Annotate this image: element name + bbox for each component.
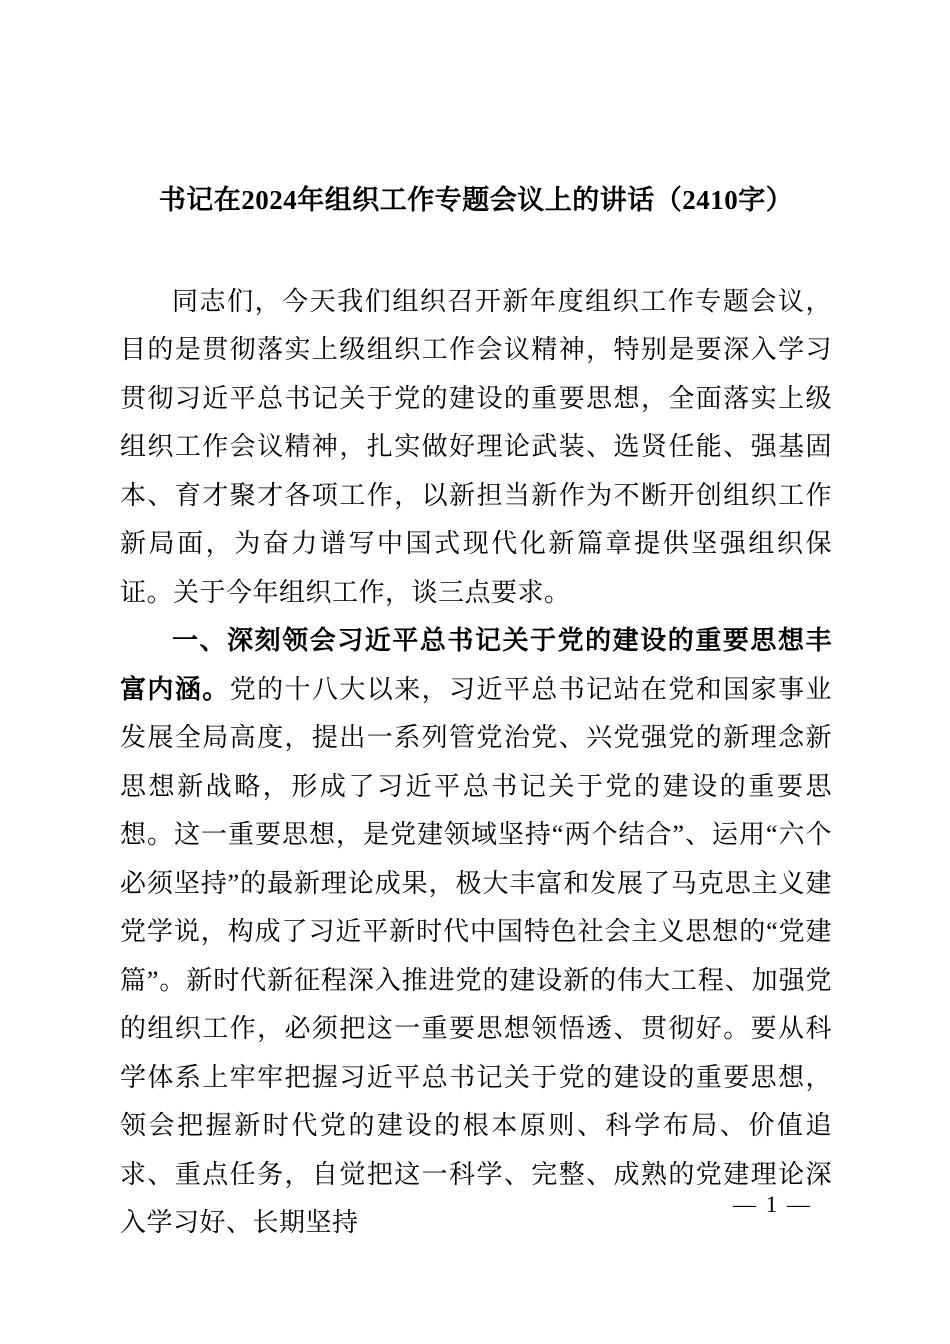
document-content	[120, 182, 832, 1248]
paragraph-text: 党的十八大以来，习近平总书记站在党和国家事业发展全局高度，提出一系列管党治党、兴党强党的新理念新思想新战略，形成了习近平总书记关于党的建设的重要思想。这一重要思想，是党建领域坚持“两个结合”、运用“六个必须坚持”的最新理论成果，极大丰富和发展了马克思主义建党学说，构成了习近平新时代中国特色社会主义思想的“党建篇”。新时代新征程深入推进党的建设新的伟大工程、加强党的组织工作，必须把这一重要思想领悟透、贯彻好。要从科学体系上牢牢把握习近平总书记关于党的建设的重要思想，领会把握新时代党的建设的根本原则、科学布局、价值追求、重点任务，自觉把这一科学、完整、成熟的党建理论深入学习好、长期坚持	[120, 674, 832, 1238]
document-body	[120, 278, 832, 1248]
paragraph-lead: 一、深刻领会习近平总书记关于党的建设的重要思想丰富内涵。	[120, 626, 832, 704]
body-paragraph	[120, 617, 832, 1248]
body-paragraph	[120, 278, 832, 618]
paragraph-text: 同志们，今天我们组织召开新年度组织工作专题会议，目的是贯彻落实上级组织工作会议精神，特别是要深入学习贯彻习近平总书记关于党的建设的重要思想，全面落实上级组织工作会议精神，扎实做好理论武装、选贤任能、强基固本、育才聚才各项工作，以新担当新作为不断开创组织工作新局面，为奋力谱写中国式现代化新篇章提供坚强组织保证。关于今年组织工作，谈三点要求。	[120, 286, 832, 607]
page-number: — 1 —	[733, 1192, 812, 1217]
document-title: 书记在2024年组织工作专题会议上的讲话（2410字）	[158, 185, 794, 215]
